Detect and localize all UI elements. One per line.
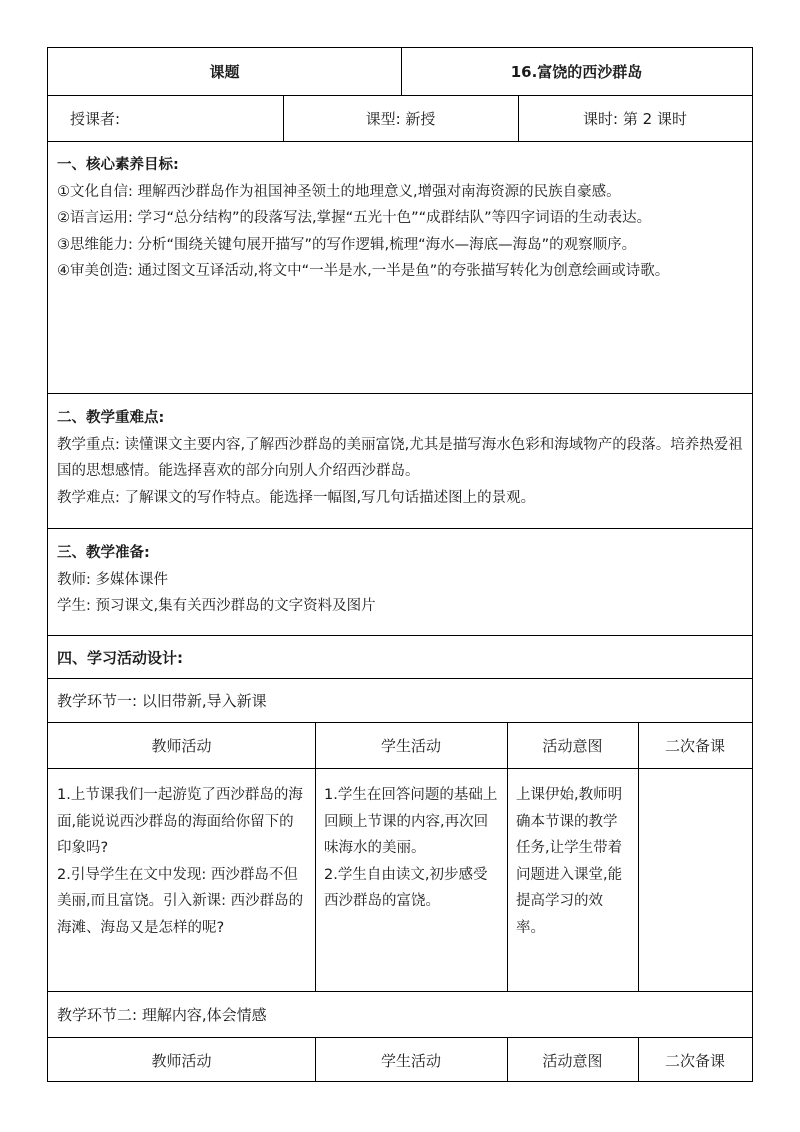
teacher-label: 授课者: <box>70 110 121 128</box>
segment-2-title-row <box>48 991 752 1037</box>
intent-cell <box>507 769 638 991</box>
activity-intent: 上课伊始,教师明确本节课的教学任务,让学生带着问题进入课堂,能提高学习的效率。 <box>516 787 623 936</box>
key-points-title: 二、教学重难点: <box>57 410 165 426</box>
student-activity-item: 2.学生自由读文,初步感受西沙群岛的富饶。 <box>324 866 488 909</box>
segment-1-content-row <box>48 768 752 991</box>
lesson-plan-table <box>47 47 753 1082</box>
key-points-section <box>48 393 752 528</box>
topic-row <box>48 48 752 95</box>
topic-value: 16.富饶的西沙群岛 <box>510 63 643 81</box>
prep-title: 三、教学准备: <box>57 545 150 561</box>
goal-item: ④审美创造: 通过图文互译活动,将文中“一半是水,一半是鱼”的夸张描写转化为创意绘画或诗歌。 <box>57 263 670 279</box>
column-header: 活动意图 <box>542 1051 603 1070</box>
segment-2-header-row <box>48 1037 752 1082</box>
goals-section <box>48 141 752 393</box>
column-header: 教师活动 <box>151 737 212 755</box>
topic-label: 课题 <box>209 63 240 81</box>
goal-item: ③思维能力: 分析“围绕关键句展开描写”的写作逻辑,梳理“海水—海底—海岛”的观察顺序。 <box>57 236 637 253</box>
goal-item: ②语言运用: 学习“总分结构”的段落写法,掌握“五光十色”“成群结队”等四字词语的生动表达。 <box>57 210 652 226</box>
goals-title: 一、核心素养目标: <box>57 157 179 173</box>
teacher-activity-item: 2.引导学生在文中发现: 西沙群岛不但美丽,而且富饶。引入新课: 西沙群岛的海滩、海岛又是怎样的呢? <box>57 866 304 936</box>
design-title: 四、学习活动设计: <box>57 648 183 667</box>
design-title-row <box>48 635 752 678</box>
column-header: 教师活动 <box>151 1051 212 1070</box>
segment-1-title: 教学环节一: 以旧带新,导入新课 <box>57 692 267 710</box>
column-header: 二次备课 <box>664 737 725 755</box>
column-header: 学生活动 <box>380 1051 441 1070</box>
column-header: 活动意图 <box>542 737 603 755</box>
teacher-activity-item: 1.上节课我们一起游览了西沙群岛的海面,能说说西沙群岛的海面给你留下的印象吗? <box>57 787 303 856</box>
segment-1-title-row <box>48 678 752 722</box>
teacher-activity-cell <box>48 769 315 991</box>
column-header: 学生活动 <box>380 737 441 755</box>
column-header: 二次备课 <box>664 1051 725 1070</box>
teaching-focus: 教学重点: 读懂课文主要内容,了解西沙群岛的美丽富饶,尤其是描写海水色彩和海域物产的段落。培养热爱祖国的思想感情。能选择喜欢的部分向别人介绍西沙群岛。 <box>57 436 743 479</box>
info-row <box>48 95 752 141</box>
prep-section <box>48 528 752 635</box>
teaching-difficulty: 教学难点: 了解课文的写作特点。能选择一幅图,写几句话描述图上的景观。 <box>57 489 536 506</box>
revision-cell <box>638 769 752 991</box>
student-activity-item: 1.学生在回答问题的基础上回顾上节课的内容,再次回味海水的美丽。 <box>324 787 498 856</box>
prep-student: 学生: 预习课文,集有关西沙群岛的文字资料及图片 <box>57 598 376 614</box>
prep-teacher: 教师: 多媒体课件 <box>57 571 168 588</box>
goal-item: ①文化自信: 理解西沙群岛作为祖国神圣领土的地理意义,增强对南海资源的民族自豪感。 <box>57 183 621 200</box>
segment-1-header-row <box>48 722 752 768</box>
lesson-type: 课型: 新授 <box>365 110 436 128</box>
student-activity-cell <box>315 769 507 991</box>
segment-2-title: 教学环节二: 理解内容,体会情感 <box>57 1006 267 1024</box>
lesson-period: 课时: 第 2 课时 <box>583 110 687 128</box>
